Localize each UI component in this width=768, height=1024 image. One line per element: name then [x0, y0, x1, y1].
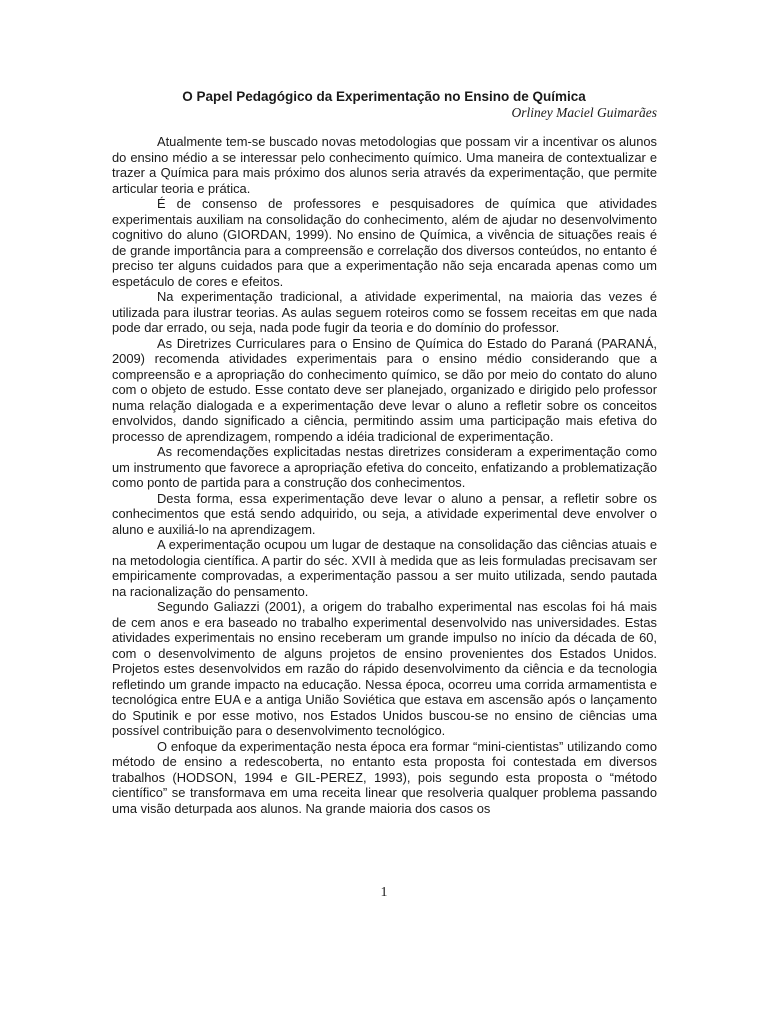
document-title: O Papel Pedagógico da Experimentação no Ensino de Química — [182, 89, 586, 104]
paragraph: A experimentação ocupou um lugar de destaque na consolidação das ciências atuais e na metodologia científica. A partir do séc. XVII à medida que as leis formuladas precisavam ser empiricamente comprovadas, a experimentação passou a ser muito utilizada, sendo pautada na racionalização do pensamento. — [112, 537, 657, 599]
paragraph: O enfoque da experimentação nesta época era formar “mini-cientistas” utilizando como método de ensino a redescoberta, no entanto esta proposta foi contestada em diversos trabalhos (HODSON, 1994 e GIL-PEREZ, 1993), pois segundo esta proposta o “método científico” se transformava em uma receita linear que resolveria qualquer problema passando uma visão deturpada aos alunos. Na grande maioria dos casos os — [112, 738, 657, 816]
page-number: 1 — [380, 885, 388, 900]
paragraph: Segundo Galiazzi (2001), a origem do trabalho experimental nas escolas foi há mais de cem anos e era baseado no trabalho experimental desenvolvido nas universidades. Estas atividades experimentais no ensino receberam um grande impulso no início da década de 60, com o desenvolvimento de alguns projetos de ensino provenientes dos Estados Unidos. Projetos estes desenvolvidos em razão do rápido desenvolvimento da ciência e da tecnologia refletindo um grande impacto na educação. Nessa época, ocorreu uma corrida armamentista e tecnológica entre EUA e a antiga União Soviética que estava em ascensão após o lançamento do Sputinik e por esse motivo, nos Estados Unidos buscou-se no ensino de ciências uma possível contribuição para o desenvolvimento tecnológico. — [112, 599, 657, 738]
paragraph: As Diretrizes Curriculares para o Ensino de Química do Estado do Paraná (PARANÁ, 2009) recomenda atividades experimentais para o ensino médio considerando que a compreensão e a apropriação do conhecimento químico, se dão por meio do contato do aluno com o objeto de estudo. Esse contato deve ser planejado, organizado e dirigido pelo professor numa relação dialogada e a experimentação deve levar o aluno a refletir sobre os conceitos envolvidos, dando significado a ciência, permitindo assim uma participação mais efetiva do processo de aprendizagem, rompendo a idéia tradicional de experimentação. — [112, 335, 657, 444]
paragraph: Na experimentação tradicional, a atividade experimental, na maioria das vezes é utilizada para ilustrar teorias. As aulas seguem roteiros como se fossem receitas em que nada pode dar errado, ou seja, nada pode fugir da teoria e do domínio do professor. — [112, 289, 657, 335]
paragraph: Desta forma, essa experimentação deve levar o aluno a pensar, a refletir sobre os conhecimentos que está sendo adquirido, ou seja, a atividade experimental deve envolver o aluno e auxiliá-lo na aprendizagem. — [112, 490, 657, 537]
paragraph: É de consenso de professores e pesquisadores de química que atividades experimentais auxiliam na consolidação do conhecimento, além de ajudar no desenvolvimento cognitivo do aluno (GIORDAN, 1999). No ensino de Química, a vivência de situações reais é de grande importância para a compreensão e correlação dos diversos conteúdos, no entanto é preciso ter alguns cuidados para que a experimentação não seja encarada apenas como um espetáculo de cores e efeitos. — [112, 196, 657, 289]
paragraph: Atualmente tem-se buscado novas metodologias que possam vir a incentivar os alunos do ensino médio a se interessar pelo conhecimento químico. Uma maneira de contextualizar e trazer a Química para mais próximo dos alunos seria através da experimentação, que permite articular teoria e prática. — [112, 134, 657, 196]
author-name: Orliney Maciel Guimarães — [511, 105, 657, 120]
document-body — [112, 134, 657, 816]
paragraph: As recomendações explicitadas nestas diretrizes consideram a experimentação como um instrumento que favorece a apropriação efetiva do conceito, enfatizando a problematização como ponto de partida para a construção dos conhecimentos. — [112, 444, 657, 490]
